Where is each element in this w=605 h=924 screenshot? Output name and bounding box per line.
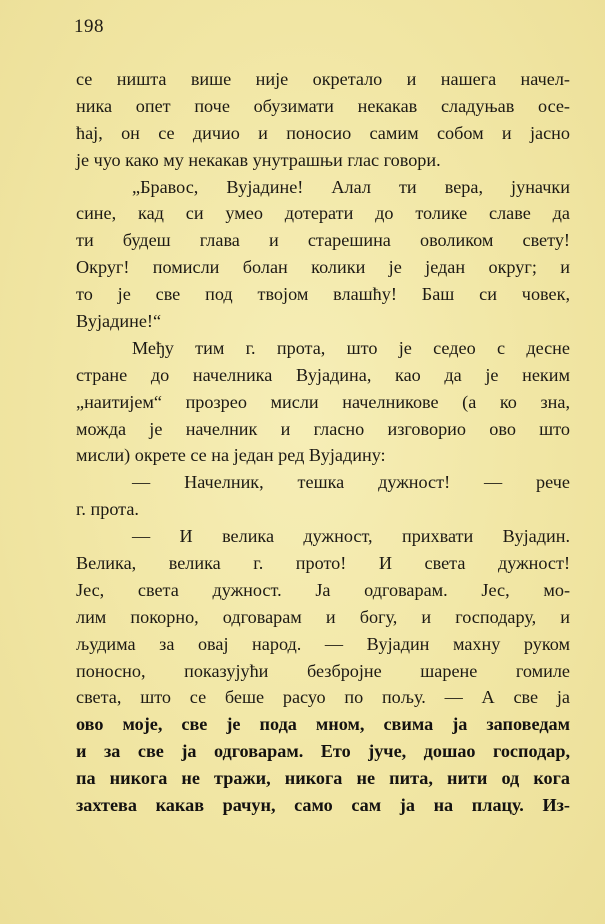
body-text xyxy=(76,66,570,819)
text-line: ћај, он се дичио и поносио самим собом и јасно xyxy=(76,122,570,143)
text-line: „Бравос, Вујадине! Алал ти вера, јуначки xyxy=(132,176,570,197)
text-line: ника опет поче обузимати некакав сладуњав осе- xyxy=(76,95,570,116)
text-line: захтева какав рачун, само сам ја на плацу. Из- xyxy=(76,795,570,816)
text-line: ти будеш глава и старешина оволиком свету! xyxy=(76,230,570,251)
text-line: „наитијем“ прозрео мисли начелникове (а ко зна, xyxy=(76,391,570,412)
text-line: мисли) окрете се на један ред Вујадину: xyxy=(76,445,386,466)
text-line: ово моје, све је пода мном, свима ја заповедам xyxy=(76,714,570,735)
text-line: — И велика дужност, прихвати Вујадин. xyxy=(132,526,570,547)
text-line: Велика, велика г. прото! И света дужност! xyxy=(76,553,570,574)
text-line: је чуо како му некакав унутрашњи глас говори. xyxy=(76,149,441,170)
text-line: Вујадине!“ xyxy=(76,311,162,332)
text-line: поносно, показујући безбројне шарене гомиле xyxy=(76,660,570,681)
text-line: и за све ја одговарам. Ето јуче, дошао господар, xyxy=(76,741,570,762)
text-line: то је све под твојом влашћу! Баш си човек, xyxy=(76,284,570,305)
text-line: можда је начелник и гласно изговорио ово што xyxy=(76,418,570,439)
text-line: се ништа више није окретало и нашега начел- xyxy=(76,69,570,89)
text-line: па никога не тражи, никога не пита, нити од кога xyxy=(76,768,570,789)
text-line: — Начелник, тешка дужност! — рече xyxy=(132,472,570,493)
text-line: стране до начелника Вујадина, као да је неким xyxy=(76,364,570,385)
page-number: 198 xyxy=(74,16,104,37)
text-line: света, што се беше расуо по пољу. — А све ја xyxy=(76,687,570,708)
text-line: Међу тим г. прота, што је седео с десне xyxy=(132,337,570,358)
text-line: људима за овај народ. — Вујадин махну руком xyxy=(76,633,570,654)
text-line: г. прота. xyxy=(76,499,139,520)
text-line: Јес, света дужност. Ја одговарам. Јес, мо- xyxy=(76,579,570,600)
text-line: Округ! помисли болан колики је један округ; и xyxy=(76,257,570,278)
text-line: лим покорно, одговарам и богу, и господару, и xyxy=(76,606,570,627)
text-line: сине, кад си умео дотерати до толике славе да xyxy=(76,203,570,224)
